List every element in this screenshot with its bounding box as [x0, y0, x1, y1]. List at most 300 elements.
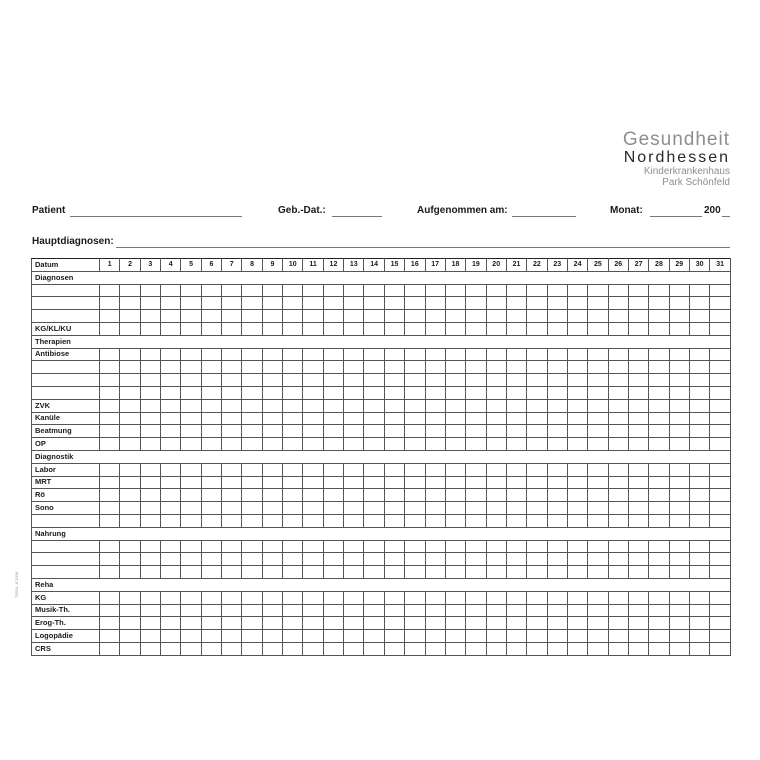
day-cell[interactable]: [405, 374, 425, 387]
day-cell[interactable]: [710, 412, 731, 425]
day-cell[interactable]: [445, 310, 465, 323]
day-cell[interactable]: [527, 566, 547, 579]
day-cell[interactable]: [628, 540, 648, 553]
day-cell[interactable]: [466, 502, 486, 515]
day-cell[interactable]: [527, 604, 547, 617]
day-cell[interactable]: [710, 630, 731, 643]
day-cell[interactable]: [567, 297, 587, 310]
day-cell[interactable]: [405, 617, 425, 630]
day-cell[interactable]: [567, 604, 587, 617]
day-cell[interactable]: [486, 630, 506, 643]
day-cell[interactable]: [161, 476, 181, 489]
day-cell[interactable]: [303, 463, 323, 476]
day-cell[interactable]: [628, 617, 648, 630]
day-cell[interactable]: [506, 463, 526, 476]
day-cell[interactable]: [364, 438, 384, 451]
day-cell[interactable]: [588, 297, 608, 310]
day-cell[interactable]: [425, 412, 445, 425]
day-cell[interactable]: [588, 361, 608, 374]
day-cell[interactable]: [649, 540, 669, 553]
day-cell[interactable]: [303, 399, 323, 412]
day-cell[interactable]: [242, 438, 262, 451]
day-cell[interactable]: [303, 553, 323, 566]
day-cell[interactable]: [181, 540, 201, 553]
day-cell[interactable]: [486, 425, 506, 438]
day-cell[interactable]: [262, 591, 282, 604]
day-cell[interactable]: [323, 617, 343, 630]
day-cell[interactable]: [710, 540, 731, 553]
day-cell[interactable]: [323, 604, 343, 617]
day-cell[interactable]: [384, 514, 404, 527]
day-cell[interactable]: [486, 604, 506, 617]
day-cell[interactable]: [405, 310, 425, 323]
day-cell[interactable]: [323, 566, 343, 579]
day-cell[interactable]: [669, 399, 689, 412]
day-cell[interactable]: [527, 630, 547, 643]
day-cell[interactable]: [283, 617, 303, 630]
day-cell[interactable]: [384, 476, 404, 489]
day-cell[interactable]: [364, 322, 384, 335]
day-cell[interactable]: [364, 604, 384, 617]
day-cell[interactable]: [669, 630, 689, 643]
day-cell[interactable]: [344, 412, 364, 425]
day-cell[interactable]: [344, 553, 364, 566]
day-cell[interactable]: [283, 399, 303, 412]
day-cell[interactable]: [425, 553, 445, 566]
day-cell[interactable]: [689, 630, 709, 643]
day-cell[interactable]: [242, 463, 262, 476]
day-cell[interactable]: [323, 476, 343, 489]
day-cell[interactable]: [649, 361, 669, 374]
day-cell[interactable]: [425, 540, 445, 553]
day-cell[interactable]: [181, 322, 201, 335]
day-cell[interactable]: [242, 540, 262, 553]
day-cell[interactable]: [120, 642, 140, 655]
day-cell[interactable]: [384, 399, 404, 412]
day-cell[interactable]: [323, 361, 343, 374]
day-cell[interactable]: [201, 591, 221, 604]
day-cell[interactable]: [608, 617, 628, 630]
day-cell[interactable]: [445, 463, 465, 476]
day-cell[interactable]: [445, 348, 465, 361]
day-cell[interactable]: [567, 425, 587, 438]
day-cell[interactable]: [140, 489, 160, 502]
day-cell[interactable]: [222, 617, 242, 630]
day-cell[interactable]: [567, 361, 587, 374]
day-cell[interactable]: [323, 540, 343, 553]
day-cell[interactable]: [405, 553, 425, 566]
day-cell[interactable]: [323, 412, 343, 425]
day-cell[interactable]: [161, 514, 181, 527]
day-cell[interactable]: [262, 412, 282, 425]
day-cell[interactable]: [486, 374, 506, 387]
day-cell[interactable]: [547, 502, 567, 515]
day-cell[interactable]: [323, 591, 343, 604]
day-cell[interactable]: [344, 540, 364, 553]
day-cell[interactable]: [608, 642, 628, 655]
day-cell[interactable]: [445, 412, 465, 425]
day-cell[interactable]: [486, 284, 506, 297]
day-cell[interactable]: [100, 502, 120, 515]
day-cell[interactable]: [283, 591, 303, 604]
day-cell[interactable]: [527, 514, 547, 527]
day-cell[interactable]: [689, 489, 709, 502]
day-cell[interactable]: [161, 399, 181, 412]
day-cell[interactable]: [100, 412, 120, 425]
day-cell[interactable]: [649, 284, 669, 297]
day-cell[interactable]: [181, 284, 201, 297]
day-cell[interactable]: [161, 630, 181, 643]
day-cell[interactable]: [181, 310, 201, 323]
day-cell[interactable]: [547, 566, 567, 579]
day-cell[interactable]: [405, 604, 425, 617]
day-cell[interactable]: [710, 591, 731, 604]
day-cell[interactable]: [506, 514, 526, 527]
day-cell[interactable]: [242, 348, 262, 361]
day-cell[interactable]: [405, 412, 425, 425]
day-cell[interactable]: [710, 617, 731, 630]
day-cell[interactable]: [201, 374, 221, 387]
day-cell[interactable]: [689, 604, 709, 617]
day-cell[interactable]: [120, 489, 140, 502]
day-cell[interactable]: [262, 630, 282, 643]
day-cell[interactable]: [445, 425, 465, 438]
day-cell[interactable]: [283, 310, 303, 323]
day-cell[interactable]: [364, 463, 384, 476]
day-cell[interactable]: [120, 630, 140, 643]
day-cell[interactable]: [283, 348, 303, 361]
day-cell[interactable]: [588, 553, 608, 566]
day-cell[interactable]: [689, 412, 709, 425]
day-cell[interactable]: [506, 489, 526, 502]
day-cell[interactable]: [547, 425, 567, 438]
day-cell[interactable]: [669, 617, 689, 630]
day-cell[interactable]: [364, 476, 384, 489]
day-cell[interactable]: [405, 284, 425, 297]
day-cell[interactable]: [608, 591, 628, 604]
day-cell[interactable]: [364, 361, 384, 374]
day-cell[interactable]: [669, 310, 689, 323]
day-cell[interactable]: [262, 553, 282, 566]
day-cell[interactable]: [649, 310, 669, 323]
day-cell[interactable]: [303, 502, 323, 515]
day-cell[interactable]: [527, 386, 547, 399]
day-cell[interactable]: [588, 310, 608, 323]
day-cell[interactable]: [689, 297, 709, 310]
day-cell[interactable]: [527, 617, 547, 630]
day-cell[interactable]: [242, 514, 262, 527]
day-cell[interactable]: [567, 553, 587, 566]
day-cell[interactable]: [201, 540, 221, 553]
day-cell[interactable]: [161, 374, 181, 387]
day-cell[interactable]: [323, 425, 343, 438]
day-cell[interactable]: [649, 630, 669, 643]
day-cell[interactable]: [425, 297, 445, 310]
day-cell[interactable]: [222, 361, 242, 374]
day-cell[interactable]: [222, 476, 242, 489]
day-cell[interactable]: [425, 425, 445, 438]
day-cell[interactable]: [120, 310, 140, 323]
day-cell[interactable]: [527, 591, 547, 604]
day-cell[interactable]: [567, 412, 587, 425]
day-cell[interactable]: [100, 322, 120, 335]
day-cell[interactable]: [242, 310, 262, 323]
day-cell[interactable]: [201, 348, 221, 361]
day-cell[interactable]: [425, 476, 445, 489]
day-cell[interactable]: [364, 591, 384, 604]
day-cell[interactable]: [364, 489, 384, 502]
day-cell[interactable]: [547, 412, 567, 425]
day-cell[interactable]: [628, 310, 648, 323]
day-cell[interactable]: [608, 399, 628, 412]
day-cell[interactable]: [567, 617, 587, 630]
day-cell[interactable]: [344, 566, 364, 579]
day-cell[interactable]: [649, 514, 669, 527]
day-cell[interactable]: [628, 502, 648, 515]
day-cell[interactable]: [405, 322, 425, 335]
day-cell[interactable]: [547, 310, 567, 323]
day-cell[interactable]: [588, 642, 608, 655]
day-cell[interactable]: [323, 642, 343, 655]
day-cell[interactable]: [364, 617, 384, 630]
day-cell[interactable]: [344, 502, 364, 515]
day-cell[interactable]: [201, 386, 221, 399]
day-cell[interactable]: [242, 374, 262, 387]
day-cell[interactable]: [262, 476, 282, 489]
day-cell[interactable]: [140, 476, 160, 489]
day-cell[interactable]: [242, 502, 262, 515]
day-cell[interactable]: [201, 566, 221, 579]
day-cell[interactable]: [344, 591, 364, 604]
day-cell[interactable]: [527, 476, 547, 489]
day-cell[interactable]: [405, 348, 425, 361]
day-cell[interactable]: [445, 642, 465, 655]
day-cell[interactable]: [405, 425, 425, 438]
day-cell[interactable]: [262, 489, 282, 502]
day-cell[interactable]: [445, 322, 465, 335]
day-cell[interactable]: [364, 642, 384, 655]
day-cell[interactable]: [364, 399, 384, 412]
day-cell[interactable]: [222, 489, 242, 502]
day-cell[interactable]: [445, 540, 465, 553]
day-cell[interactable]: [181, 514, 201, 527]
day-cell[interactable]: [405, 297, 425, 310]
day-cell[interactable]: [527, 553, 547, 566]
day-cell[interactable]: [405, 591, 425, 604]
day-cell[interactable]: [567, 310, 587, 323]
day-cell[interactable]: [303, 348, 323, 361]
day-cell[interactable]: [669, 361, 689, 374]
day-cell[interactable]: [506, 361, 526, 374]
day-cell[interactable]: [181, 386, 201, 399]
day-cell[interactable]: [323, 310, 343, 323]
day-cell[interactable]: [201, 412, 221, 425]
day-cell[interactable]: [445, 297, 465, 310]
day-cell[interactable]: [689, 463, 709, 476]
day-cell[interactable]: [608, 604, 628, 617]
day-cell[interactable]: [689, 540, 709, 553]
day-cell[interactable]: [140, 630, 160, 643]
day-cell[interactable]: [201, 604, 221, 617]
day-cell[interactable]: [344, 514, 364, 527]
day-cell[interactable]: [161, 412, 181, 425]
day-cell[interactable]: [344, 604, 364, 617]
day-cell[interactable]: [649, 476, 669, 489]
day-cell[interactable]: [669, 591, 689, 604]
day-cell[interactable]: [608, 425, 628, 438]
day-cell[interactable]: [140, 297, 160, 310]
day-cell[interactable]: [425, 284, 445, 297]
day-cell[interactable]: [283, 374, 303, 387]
day-cell[interactable]: [303, 322, 323, 335]
day-cell[interactable]: [140, 553, 160, 566]
day-cell[interactable]: [466, 476, 486, 489]
day-cell[interactable]: [445, 489, 465, 502]
day-cell[interactable]: [506, 604, 526, 617]
day-cell[interactable]: [100, 348, 120, 361]
day-cell[interactable]: [100, 540, 120, 553]
day-cell[interactable]: [384, 591, 404, 604]
day-cell[interactable]: [588, 412, 608, 425]
day-cell[interactable]: [527, 412, 547, 425]
day-cell[interactable]: [344, 310, 364, 323]
day-cell[interactable]: [262, 425, 282, 438]
day-cell[interactable]: [283, 514, 303, 527]
day-cell[interactable]: [120, 425, 140, 438]
day-cell[interactable]: [466, 374, 486, 387]
day-cell[interactable]: [344, 297, 364, 310]
day-cell[interactable]: [140, 284, 160, 297]
day-cell[interactable]: [689, 361, 709, 374]
day-cell[interactable]: [710, 566, 731, 579]
day-cell[interactable]: [323, 514, 343, 527]
day-cell[interactable]: [649, 399, 669, 412]
day-cell[interactable]: [140, 591, 160, 604]
day-cell[interactable]: [161, 617, 181, 630]
day-cell[interactable]: [649, 322, 669, 335]
day-cell[interactable]: [120, 297, 140, 310]
day-cell[interactable]: [710, 514, 731, 527]
day-cell[interactable]: [567, 540, 587, 553]
day-cell[interactable]: [669, 438, 689, 451]
day-cell[interactable]: [344, 284, 364, 297]
day-cell[interactable]: [262, 361, 282, 374]
day-cell[interactable]: [486, 553, 506, 566]
day-cell[interactable]: [710, 438, 731, 451]
day-cell[interactable]: [649, 463, 669, 476]
day-cell[interactable]: [466, 412, 486, 425]
day-cell[interactable]: [161, 642, 181, 655]
day-cell[interactable]: [161, 297, 181, 310]
day-cell[interactable]: [364, 412, 384, 425]
day-cell[interactable]: [608, 386, 628, 399]
day-cell[interactable]: [588, 425, 608, 438]
day-cell[interactable]: [283, 412, 303, 425]
day-cell[interactable]: [262, 322, 282, 335]
day-cell[interactable]: [710, 553, 731, 566]
day-cell[interactable]: [222, 284, 242, 297]
day-cell[interactable]: [303, 591, 323, 604]
day-cell[interactable]: [588, 502, 608, 515]
day-cell[interactable]: [669, 514, 689, 527]
day-cell[interactable]: [445, 374, 465, 387]
day-cell[interactable]: [445, 514, 465, 527]
day-cell[interactable]: [222, 374, 242, 387]
day-cell[interactable]: [181, 566, 201, 579]
day-cell[interactable]: [486, 310, 506, 323]
day-cell[interactable]: [323, 348, 343, 361]
day-cell[interactable]: [120, 348, 140, 361]
day-cell[interactable]: [486, 540, 506, 553]
day-cell[interactable]: [303, 374, 323, 387]
day-cell[interactable]: [100, 514, 120, 527]
day-cell[interactable]: [567, 463, 587, 476]
day-cell[interactable]: [608, 374, 628, 387]
day-cell[interactable]: [201, 502, 221, 515]
day-cell[interactable]: [140, 642, 160, 655]
day-cell[interactable]: [405, 514, 425, 527]
day-cell[interactable]: [364, 374, 384, 387]
day-cell[interactable]: [567, 630, 587, 643]
day-cell[interactable]: [506, 438, 526, 451]
day-cell[interactable]: [283, 476, 303, 489]
day-cell[interactable]: [140, 604, 160, 617]
day-cell[interactable]: [344, 630, 364, 643]
day-cell[interactable]: [222, 348, 242, 361]
day-cell[interactable]: [506, 566, 526, 579]
day-cell[interactable]: [323, 463, 343, 476]
day-cell[interactable]: [181, 399, 201, 412]
day-cell[interactable]: [120, 502, 140, 515]
day-cell[interactable]: [628, 425, 648, 438]
day-cell[interactable]: [445, 604, 465, 617]
day-cell[interactable]: [140, 386, 160, 399]
day-cell[interactable]: [710, 502, 731, 515]
day-cell[interactable]: [120, 361, 140, 374]
day-cell[interactable]: [506, 425, 526, 438]
day-cell[interactable]: [201, 310, 221, 323]
day-cell[interactable]: [486, 591, 506, 604]
day-cell[interactable]: [547, 284, 567, 297]
day-cell[interactable]: [405, 630, 425, 643]
day-cell[interactable]: [506, 374, 526, 387]
day-cell[interactable]: [222, 553, 242, 566]
day-cell[interactable]: [689, 310, 709, 323]
day-cell[interactable]: [140, 514, 160, 527]
day-cell[interactable]: [567, 348, 587, 361]
day-cell[interactable]: [100, 489, 120, 502]
day-cell[interactable]: [567, 284, 587, 297]
day-cell[interactable]: [527, 361, 547, 374]
day-cell[interactable]: [201, 553, 221, 566]
day-cell[interactable]: [364, 502, 384, 515]
day-cell[interactable]: [181, 502, 201, 515]
day-cell[interactable]: [100, 553, 120, 566]
day-cell[interactable]: [649, 642, 669, 655]
day-cell[interactable]: [588, 348, 608, 361]
day-cell[interactable]: [669, 502, 689, 515]
day-cell[interactable]: [486, 476, 506, 489]
day-cell[interactable]: [242, 476, 262, 489]
day-cell[interactable]: [364, 553, 384, 566]
day-cell[interactable]: [486, 489, 506, 502]
day-cell[interactable]: [445, 502, 465, 515]
day-cell[interactable]: [466, 297, 486, 310]
day-cell[interactable]: [506, 284, 526, 297]
dob-field[interactable]: [332, 216, 382, 217]
day-cell[interactable]: [710, 322, 731, 335]
day-cell[interactable]: [303, 297, 323, 310]
